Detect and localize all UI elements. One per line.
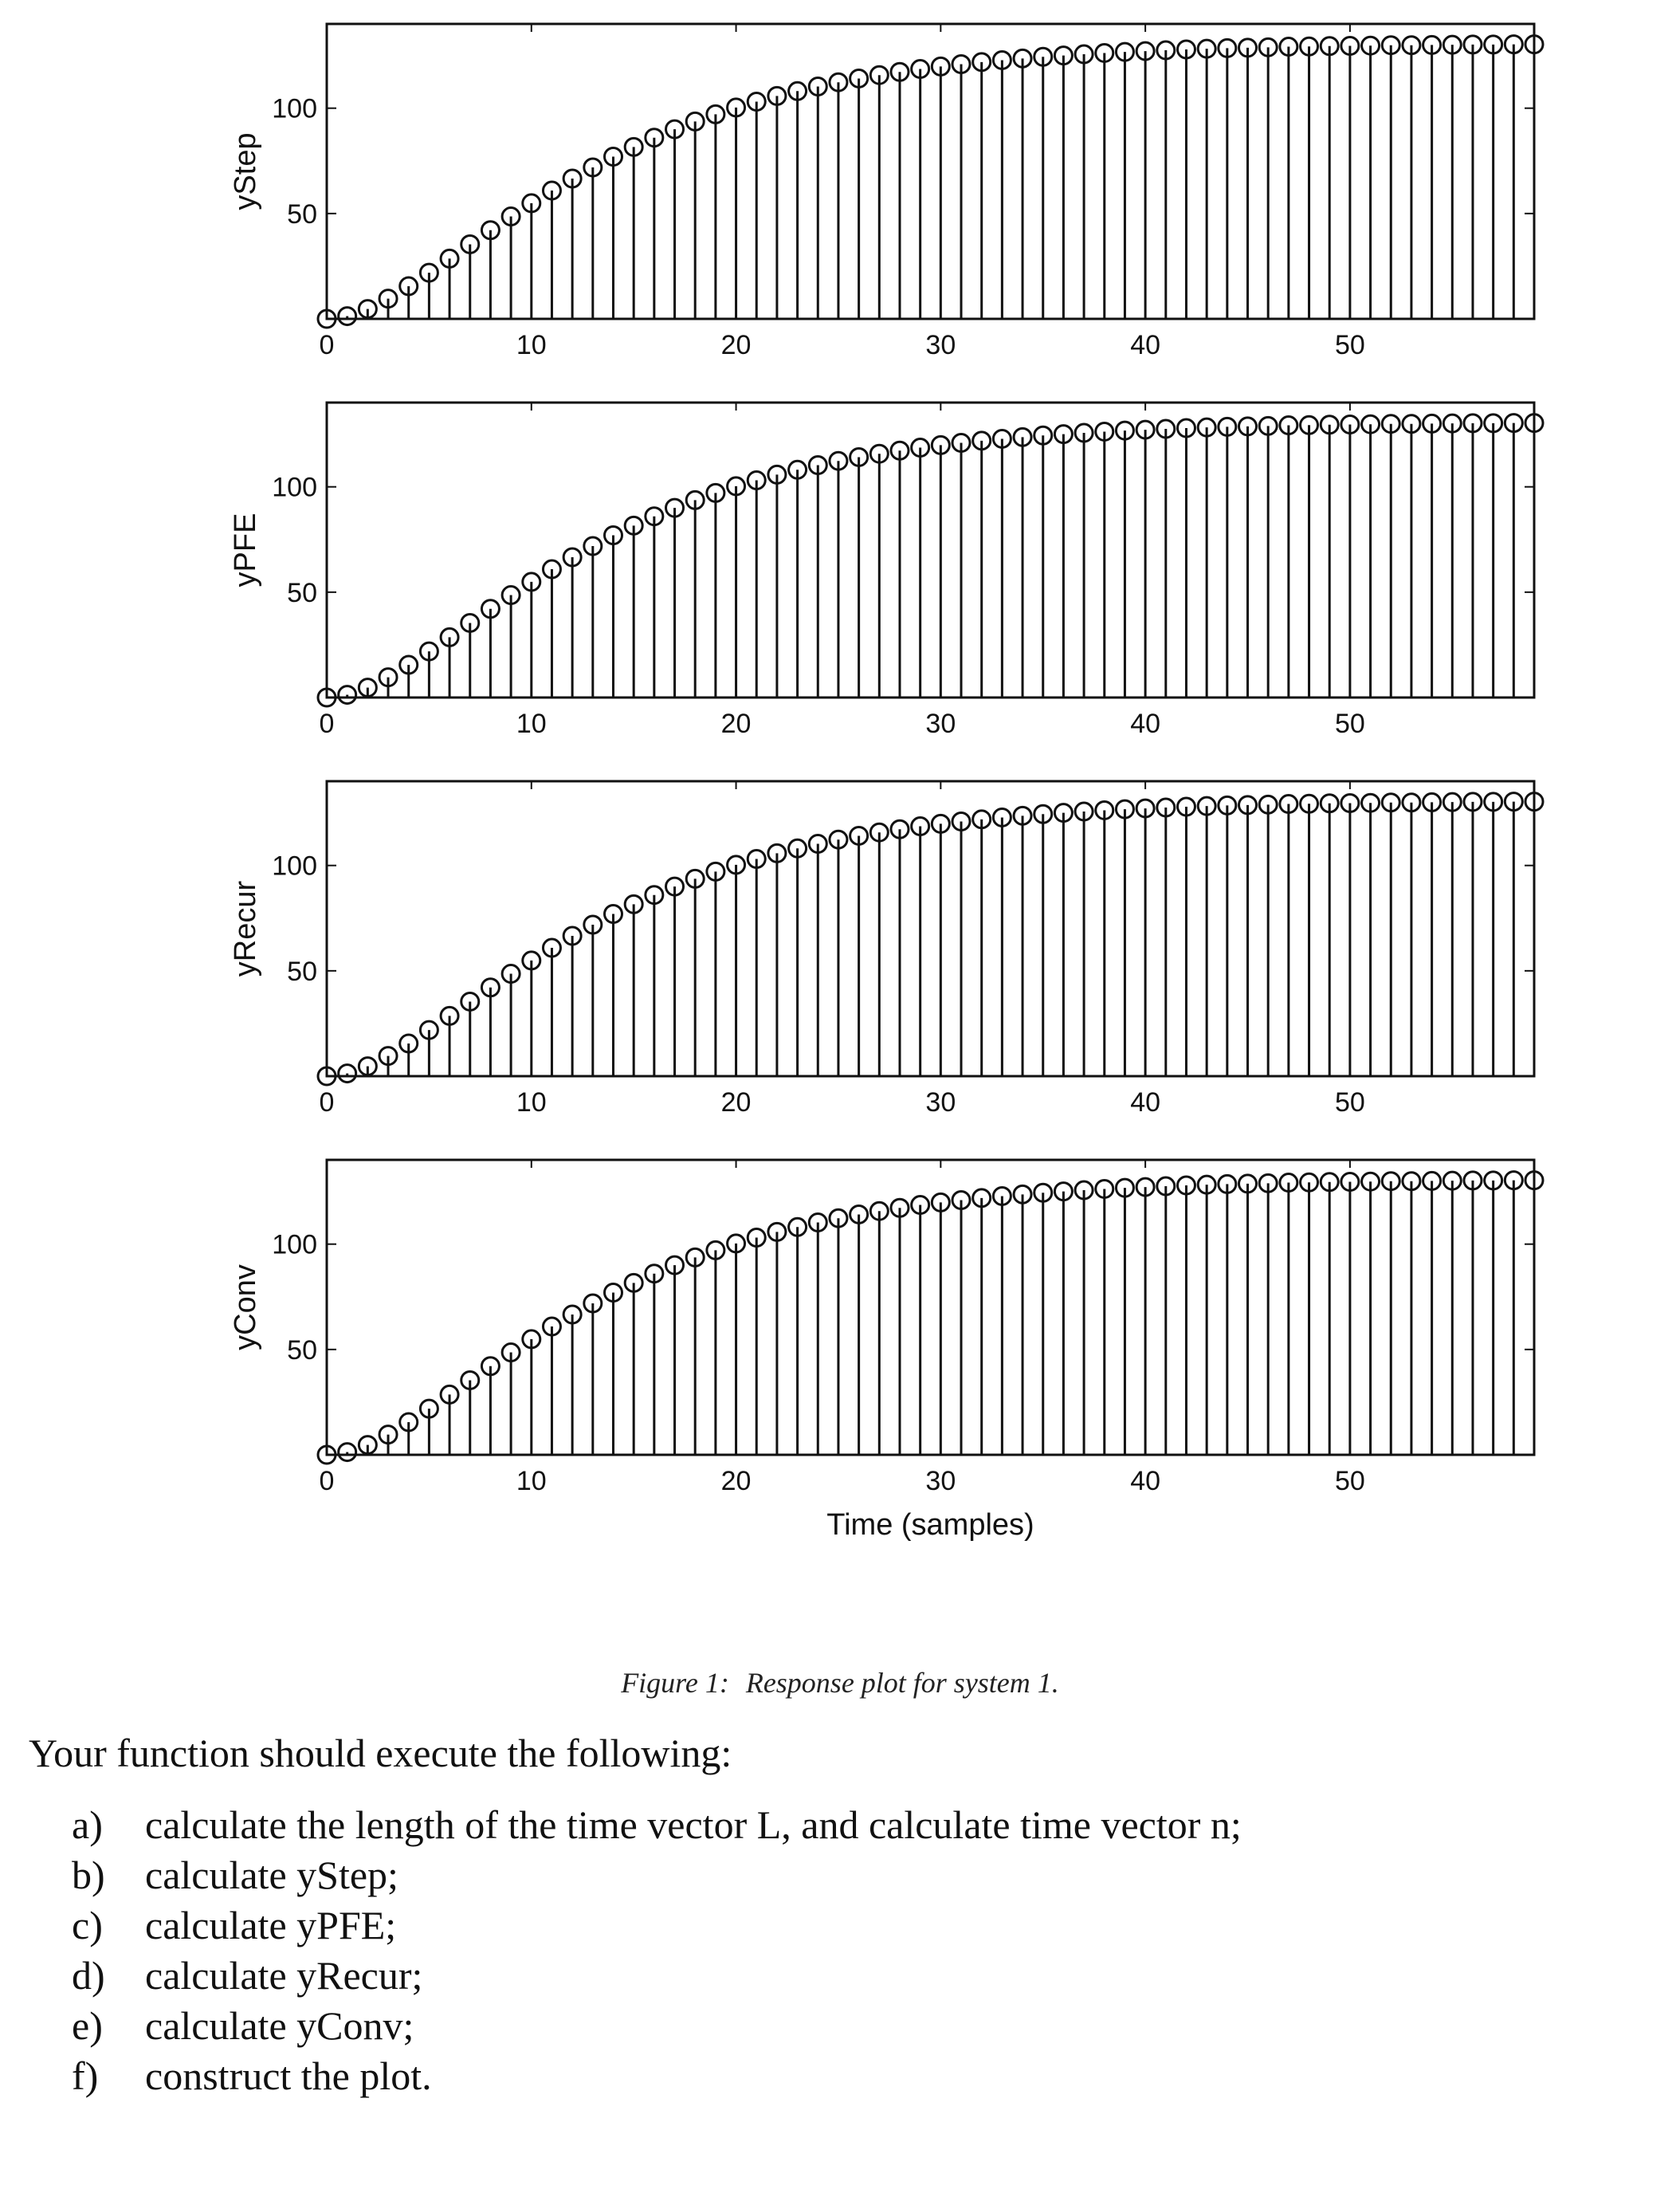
- caption-label: Figure 1:: [621, 1667, 729, 1699]
- y-tick-label: 100: [272, 93, 317, 124]
- x-tick-label: 10: [516, 330, 547, 360]
- subplot-yRecur: [229, 781, 1543, 1118]
- x-tick-label: 50: [1334, 1466, 1365, 1496]
- y-tick-label: 50: [287, 198, 317, 230]
- axes-box: [327, 1160, 1534, 1455]
- list-item: [72, 2001, 1242, 2051]
- task-letter: a): [72, 1802, 103, 1847]
- task-text: calculate the length of the time vector L, and calculate time vector n;: [145, 1802, 1242, 1847]
- task-text: construct the plot.: [145, 2053, 432, 2098]
- caption-text: Response plot for system 1.: [745, 1667, 1059, 1699]
- x-tick-label: 20: [720, 709, 752, 739]
- y-axis-label: yConv: [229, 1264, 262, 1350]
- x-tick-label: 40: [1130, 709, 1161, 739]
- x-tick-label: 40: [1130, 1466, 1161, 1496]
- instructions-intro: Your function should execute the following:: [29, 1731, 732, 1775]
- task-text: calculate yPFE;: [145, 1903, 397, 1947]
- task-letter: b): [72, 1853, 105, 1897]
- list-item: [72, 1850, 1242, 1900]
- task-letter: c): [72, 1903, 103, 1947]
- x-tick-label: 20: [720, 1466, 752, 1496]
- y-axis-label: yStep: [229, 132, 262, 210]
- x-tick-label: 30: [925, 1466, 956, 1496]
- x-tick-label: 40: [1130, 330, 1161, 360]
- y-axis-label: yRecur: [229, 880, 262, 977]
- x-tick-label: 0: [319, 330, 335, 360]
- y-axis-label: yPFE: [229, 513, 262, 588]
- x-tick-label: 0: [319, 709, 335, 739]
- x-tick-label: 10: [516, 1087, 547, 1118]
- task-text: calculate yStep;: [145, 1853, 398, 1897]
- x-tick-label: 30: [925, 330, 956, 360]
- x-axis-label: Time (samples): [826, 1508, 1034, 1542]
- axes-box: [327, 403, 1534, 698]
- task-text: calculate yRecur;: [145, 1953, 423, 1998]
- list-item: [72, 1800, 1242, 1850]
- task-letter: f): [72, 2053, 99, 2098]
- axes-box: [327, 24, 1534, 319]
- y-tick-label: 100: [272, 851, 317, 882]
- subplot-yStep: [229, 24, 1543, 360]
- x-tick-label: 50: [1334, 1087, 1365, 1118]
- y-tick-label: 50: [287, 1334, 317, 1366]
- x-tick-label: 30: [925, 1087, 956, 1118]
- x-tick-label: 0: [319, 1466, 335, 1496]
- x-tick-label: 50: [1334, 709, 1365, 739]
- list-item: [72, 1951, 1242, 2001]
- figure-caption: [0, 1666, 1680, 1700]
- list-item: [72, 2051, 1242, 2101]
- task-letter: e): [72, 2003, 103, 2048]
- x-tick-label: 50: [1334, 330, 1365, 360]
- x-tick-label: 20: [720, 330, 752, 360]
- x-tick-label: 0: [319, 1087, 335, 1118]
- x-tick-label: 10: [516, 709, 547, 739]
- task-letter: d): [72, 1953, 105, 1998]
- subplot-yPFE: [229, 403, 1543, 739]
- y-tick-label: 50: [287, 956, 317, 987]
- task-text: calculate yConv;: [145, 2003, 414, 2048]
- y-tick-label: 100: [272, 472, 317, 503]
- task-list: [72, 1800, 1242, 2101]
- list-item: [72, 1900, 1242, 1951]
- x-tick-label: 30: [925, 709, 956, 739]
- x-tick-label: 10: [516, 1466, 547, 1496]
- x-tick-label: 20: [720, 1087, 752, 1118]
- y-tick-label: 100: [272, 1229, 317, 1260]
- subplot-yConv: [229, 1160, 1543, 1542]
- axes-box: [327, 781, 1534, 1076]
- y-tick-label: 50: [287, 577, 317, 608]
- x-tick-label: 40: [1130, 1087, 1161, 1118]
